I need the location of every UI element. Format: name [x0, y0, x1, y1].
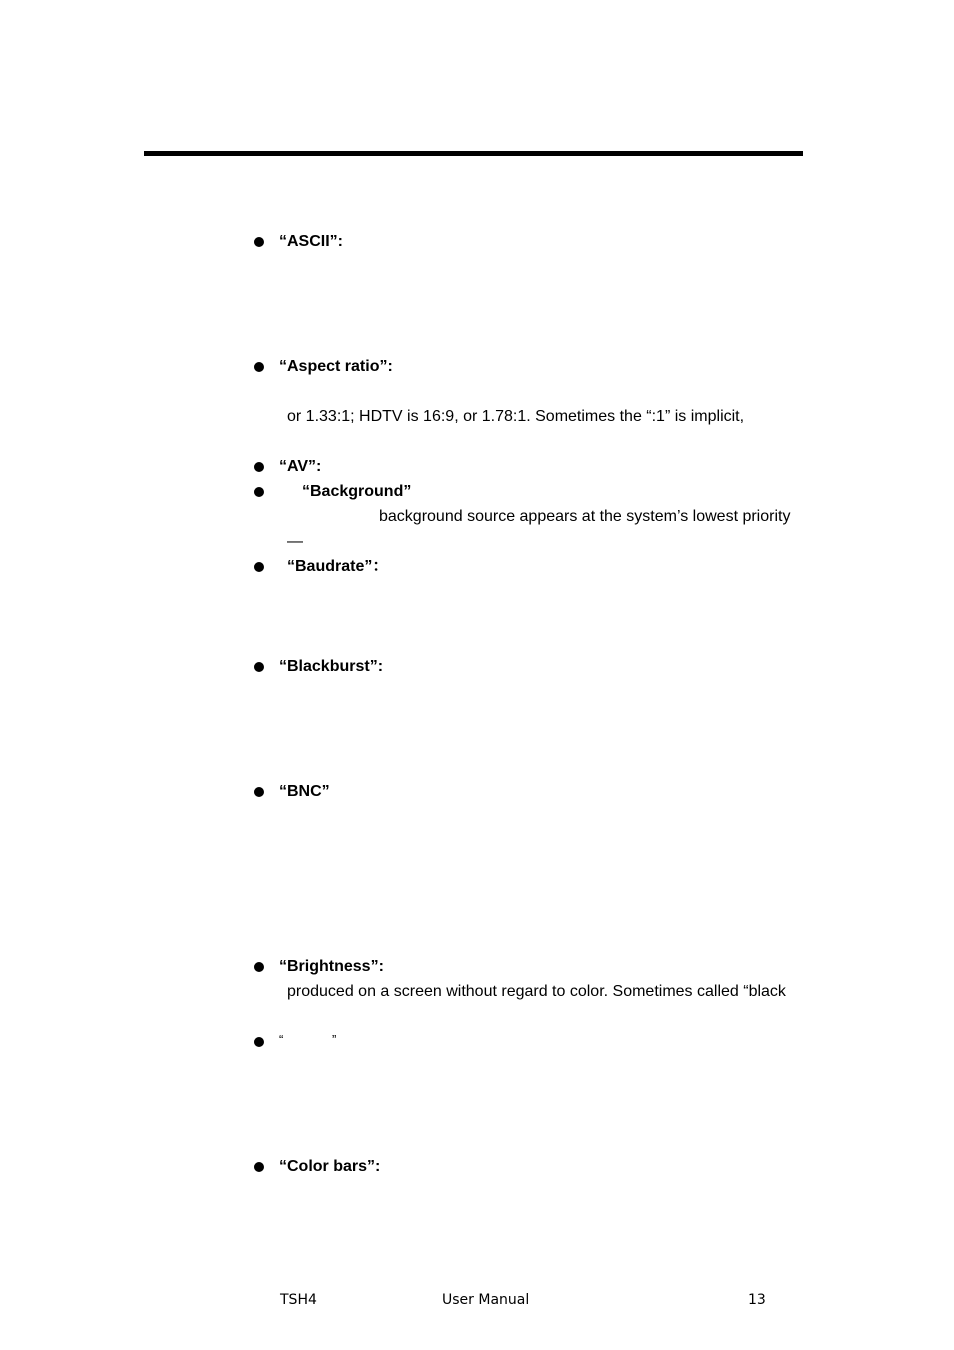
footer-doc-title: User Manual: [442, 1292, 530, 1308]
bullet-icon: [254, 962, 264, 972]
bullet-icon: [254, 1037, 264, 1047]
bullet-icon: [254, 487, 264, 497]
term-color-bars: “Color bars”:: [279, 1158, 381, 1175]
bullet-icon: [254, 662, 264, 672]
footer-product: TSH4: [280, 1292, 317, 1308]
bullet-icon: [254, 1162, 264, 1172]
term-background: “Background”: [302, 483, 412, 500]
background-dash: —: [287, 533, 303, 550]
bullet-icon: [254, 787, 264, 797]
bullet-icon: [254, 237, 264, 247]
term-baudrate: “Baudrate”：: [287, 558, 389, 575]
bullet-icon: [254, 362, 264, 372]
blank-entry-close-quote: ”: [332, 1032, 337, 1047]
blank-entry-open-quote: “: [279, 1032, 284, 1047]
term-bnc: “BNC”: [279, 783, 330, 800]
brightness-text: produced on a screen without regard to color. Sometimes called “black: [287, 983, 786, 1000]
term-aspect-ratio: “Aspect ratio”:: [279, 358, 393, 375]
background-text: background source appears at the system’s lowest priority: [379, 508, 791, 525]
bullet-icon: [254, 562, 264, 572]
header-rule: [144, 151, 803, 156]
term-ascii: “ASCII”:: [279, 233, 343, 250]
term-brightness: “Brightness”:: [279, 958, 384, 975]
footer-page-number: 13: [748, 1292, 766, 1308]
term-blackburst: “Blackburst”:: [279, 658, 384, 675]
term-av: “AV”:: [279, 458, 322, 475]
aspect-ratio-text: or 1.33:1; HDTV is 16:9, or 1.78:1. Sometimes the “:1” is implicit,: [287, 408, 745, 425]
bullet-icon: [254, 462, 264, 472]
